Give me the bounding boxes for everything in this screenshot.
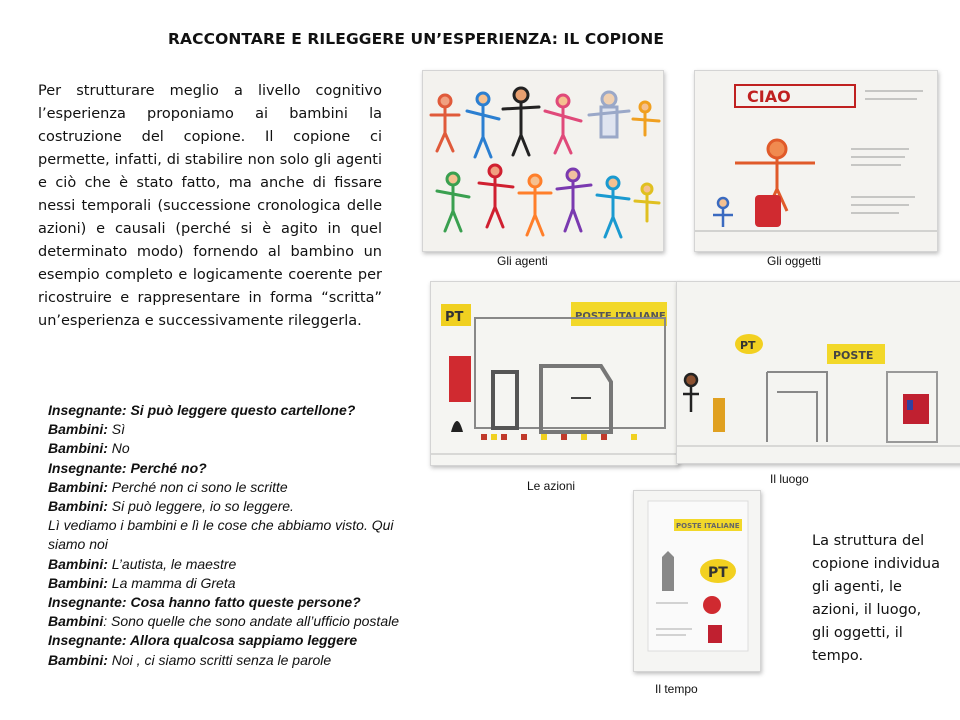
dialogue-line: Bambini: Si può leggere, io so leggere.	[48, 498, 294, 515]
dialogue-line: Lì vediamo i bambini e lì le cose che abbiamo visto. Qui siamo noi	[48, 517, 394, 553]
oggetti-sign-text: CIAO	[747, 87, 791, 106]
tempo-poste-text: POSTE ITALIANE	[676, 522, 740, 530]
dialogue-line: Insegnante: Cosa hanno fatto queste persone?	[48, 594, 361, 611]
dialogue-line: Insegnante: Perché no?	[48, 459, 207, 476]
photo-tempo	[633, 490, 761, 672]
dialogue-line: Bambini: Noi , ci siamo scritti senza le parole	[48, 651, 332, 668]
caption-tempo: Il tempo	[655, 682, 698, 696]
azioni-pt-text: PT	[445, 310, 464, 325]
tempo-pt-text: PT	[708, 565, 728, 581]
caption-azioni: Le azioni	[527, 479, 576, 493]
dialogue-line: Bambini: Perché non ci sono le scritte	[48, 478, 288, 495]
photo-agenti	[422, 70, 664, 252]
dialogue-line: Insegnante: Allora qualcosa sappiamo leggere	[48, 632, 358, 649]
dialogue-line: Bambini: Sì	[48, 421, 126, 438]
dialogue-line: Bambini: No	[48, 440, 130, 457]
luogo-poste-text: POSTE	[833, 349, 874, 362]
azioni-poste-text: POSTE ITALIANE	[575, 311, 666, 322]
dialogue-line: Bambini: Sono quelle che sono andate all’ufficio postale	[48, 613, 399, 630]
dialogue-line: Bambini: L’autista, le maestre	[48, 555, 237, 572]
luogo-pt-text: PT	[740, 339, 756, 352]
photo-azioni	[430, 281, 679, 466]
caption-oggetti: Gli oggetti	[767, 254, 822, 268]
dialogue-line: Insegnante: Si può leggere questo cartellone?	[48, 402, 356, 418]
dialogue-block	[48, 401, 428, 670]
intro-paragraph: Per strutturare meglio a livello cognitivo l’esperienza proponiamo ai bambini la costruzione del copione. Il copione ci permette, infatti, di stabilire non solo gli agenti e ciò che è stato fatto, ma anche di fissare nessi temporali (successione cronologica delle azioni) e causali (perché si è agito in quel determinato modo) fornendo al bambino un esempio completo e logicamente coerente per ricostruire e rappresentare in forma “scritta” un’esperienza e successivamente rileggerla.	[38, 83, 382, 329]
page-title: RACCONTARE E RILEGGERE UN’ESPERIENZA: IL COPIONE	[168, 30, 665, 48]
caption-agenti: Gli agenti	[497, 254, 548, 268]
caption-luogo: Il luogo	[770, 472, 809, 486]
summary-text: La struttura del copione individua gli agenti, le azioni, il luogo, gli oggetti, il tempo.	[812, 533, 941, 664]
dialogue-line: Bambini: La mamma di Greta	[48, 574, 236, 591]
photo-luogo	[676, 281, 960, 464]
photo-oggetti	[694, 70, 938, 252]
